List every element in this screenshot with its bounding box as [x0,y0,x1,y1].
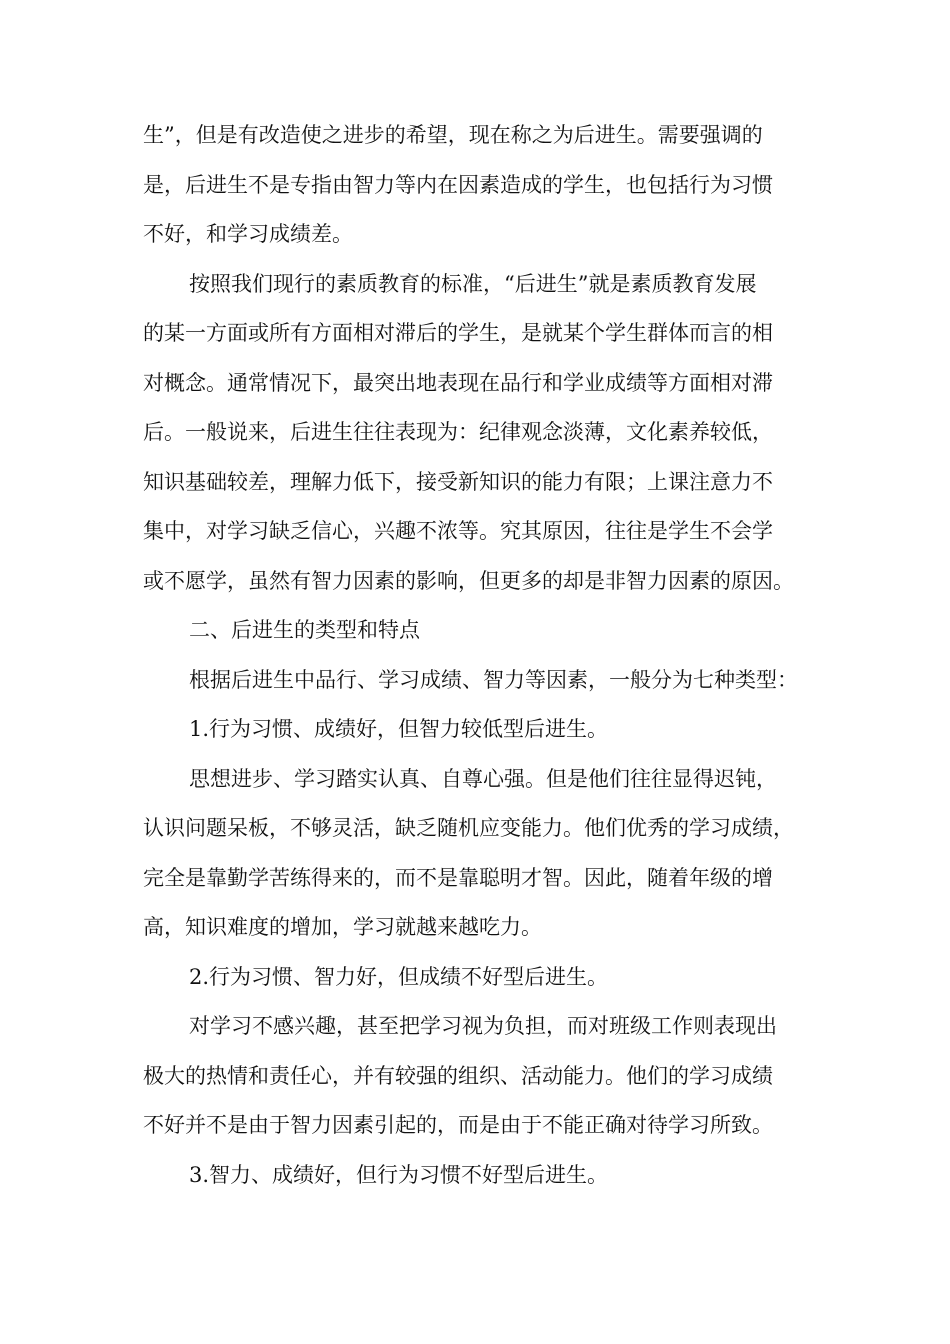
text-line: 知识基础较差，理解力低下，接受新知识的能力有限；上课注意力不 [143,469,773,494]
list-item-heading: 3.智力、成绩好，但行为习惯不好型后进生。 [189,1162,609,1187]
text-line: 后。一般说来，后进生往往表现为：纪律观念淡薄，文化素养较低， [143,420,773,444]
text-line: 高，知识难度的增加，学习就越来越吃力。 [143,915,542,939]
text-line: 不好并不是由于智力因素引起的，而是由于不能正确对待学习所致。 [143,1113,773,1137]
list-item-heading: 2.行为习惯、智力好，但成绩不好型后进生。 [189,964,609,989]
document-page [143,111,808,1200]
text-line: 认识问题呆板，不够灵活，缺乏随机应变能力。他们优秀的学习成绩， [143,816,794,840]
text-line: 生”，但是有改造使之进步的希望，现在称之为后进生。需要强调的 [143,123,763,147]
text-line: 完全是靠勤学苦练得来的，而不是靠聪明才智。因此，随着年级的增 [143,865,773,890]
text-line: 对概念。通常情况下，最突出地表现在品行和学业成绩等方面相对滞 [143,370,773,395]
text-line: 的某一方面或所有方面相对滞后的学生，是就某个学生群体而言的相 [143,321,773,345]
paragraph-first-line: 根据后进生中品行、学习成绩、智力等因素，一般分为七种类型： [189,667,798,692]
list-item-heading: 1.行为习惯、成绩好，但智力较低型后进生。 [189,717,609,741]
paragraph-first-line: 对学习不感兴趣，甚至把学习视为负担，而对班级工作则表现出 [189,1014,777,1038]
text-line: 或不愿学，虽然有智力因素的影响，但更多的却是非智力因素的原因。 [143,568,794,593]
text-line: 集中，对学习缺乏信心，兴趣不浓等。究其原因，往往是学生不会学 [143,519,773,543]
text-line: 不好，和学习成绩差。 [143,222,353,246]
text-line: 是，后进生不是专指由智力等内在因素造成的学生，也包括行为习惯 [143,172,773,197]
section-heading: 二、后进生的类型和特点 [189,618,420,642]
text-line: 极大的热情和责任心，并有较强的组织、活动能力。他们的学习成绩 [143,1063,773,1088]
paragraph-first-line: 思想进步、学习踏实认真、自尊心强。但是他们往往显得迟钝， [189,766,777,791]
paragraph-first-line: 按照我们现行的素质教育的标准，“后进生”就是素质教育发展 [189,271,757,296]
